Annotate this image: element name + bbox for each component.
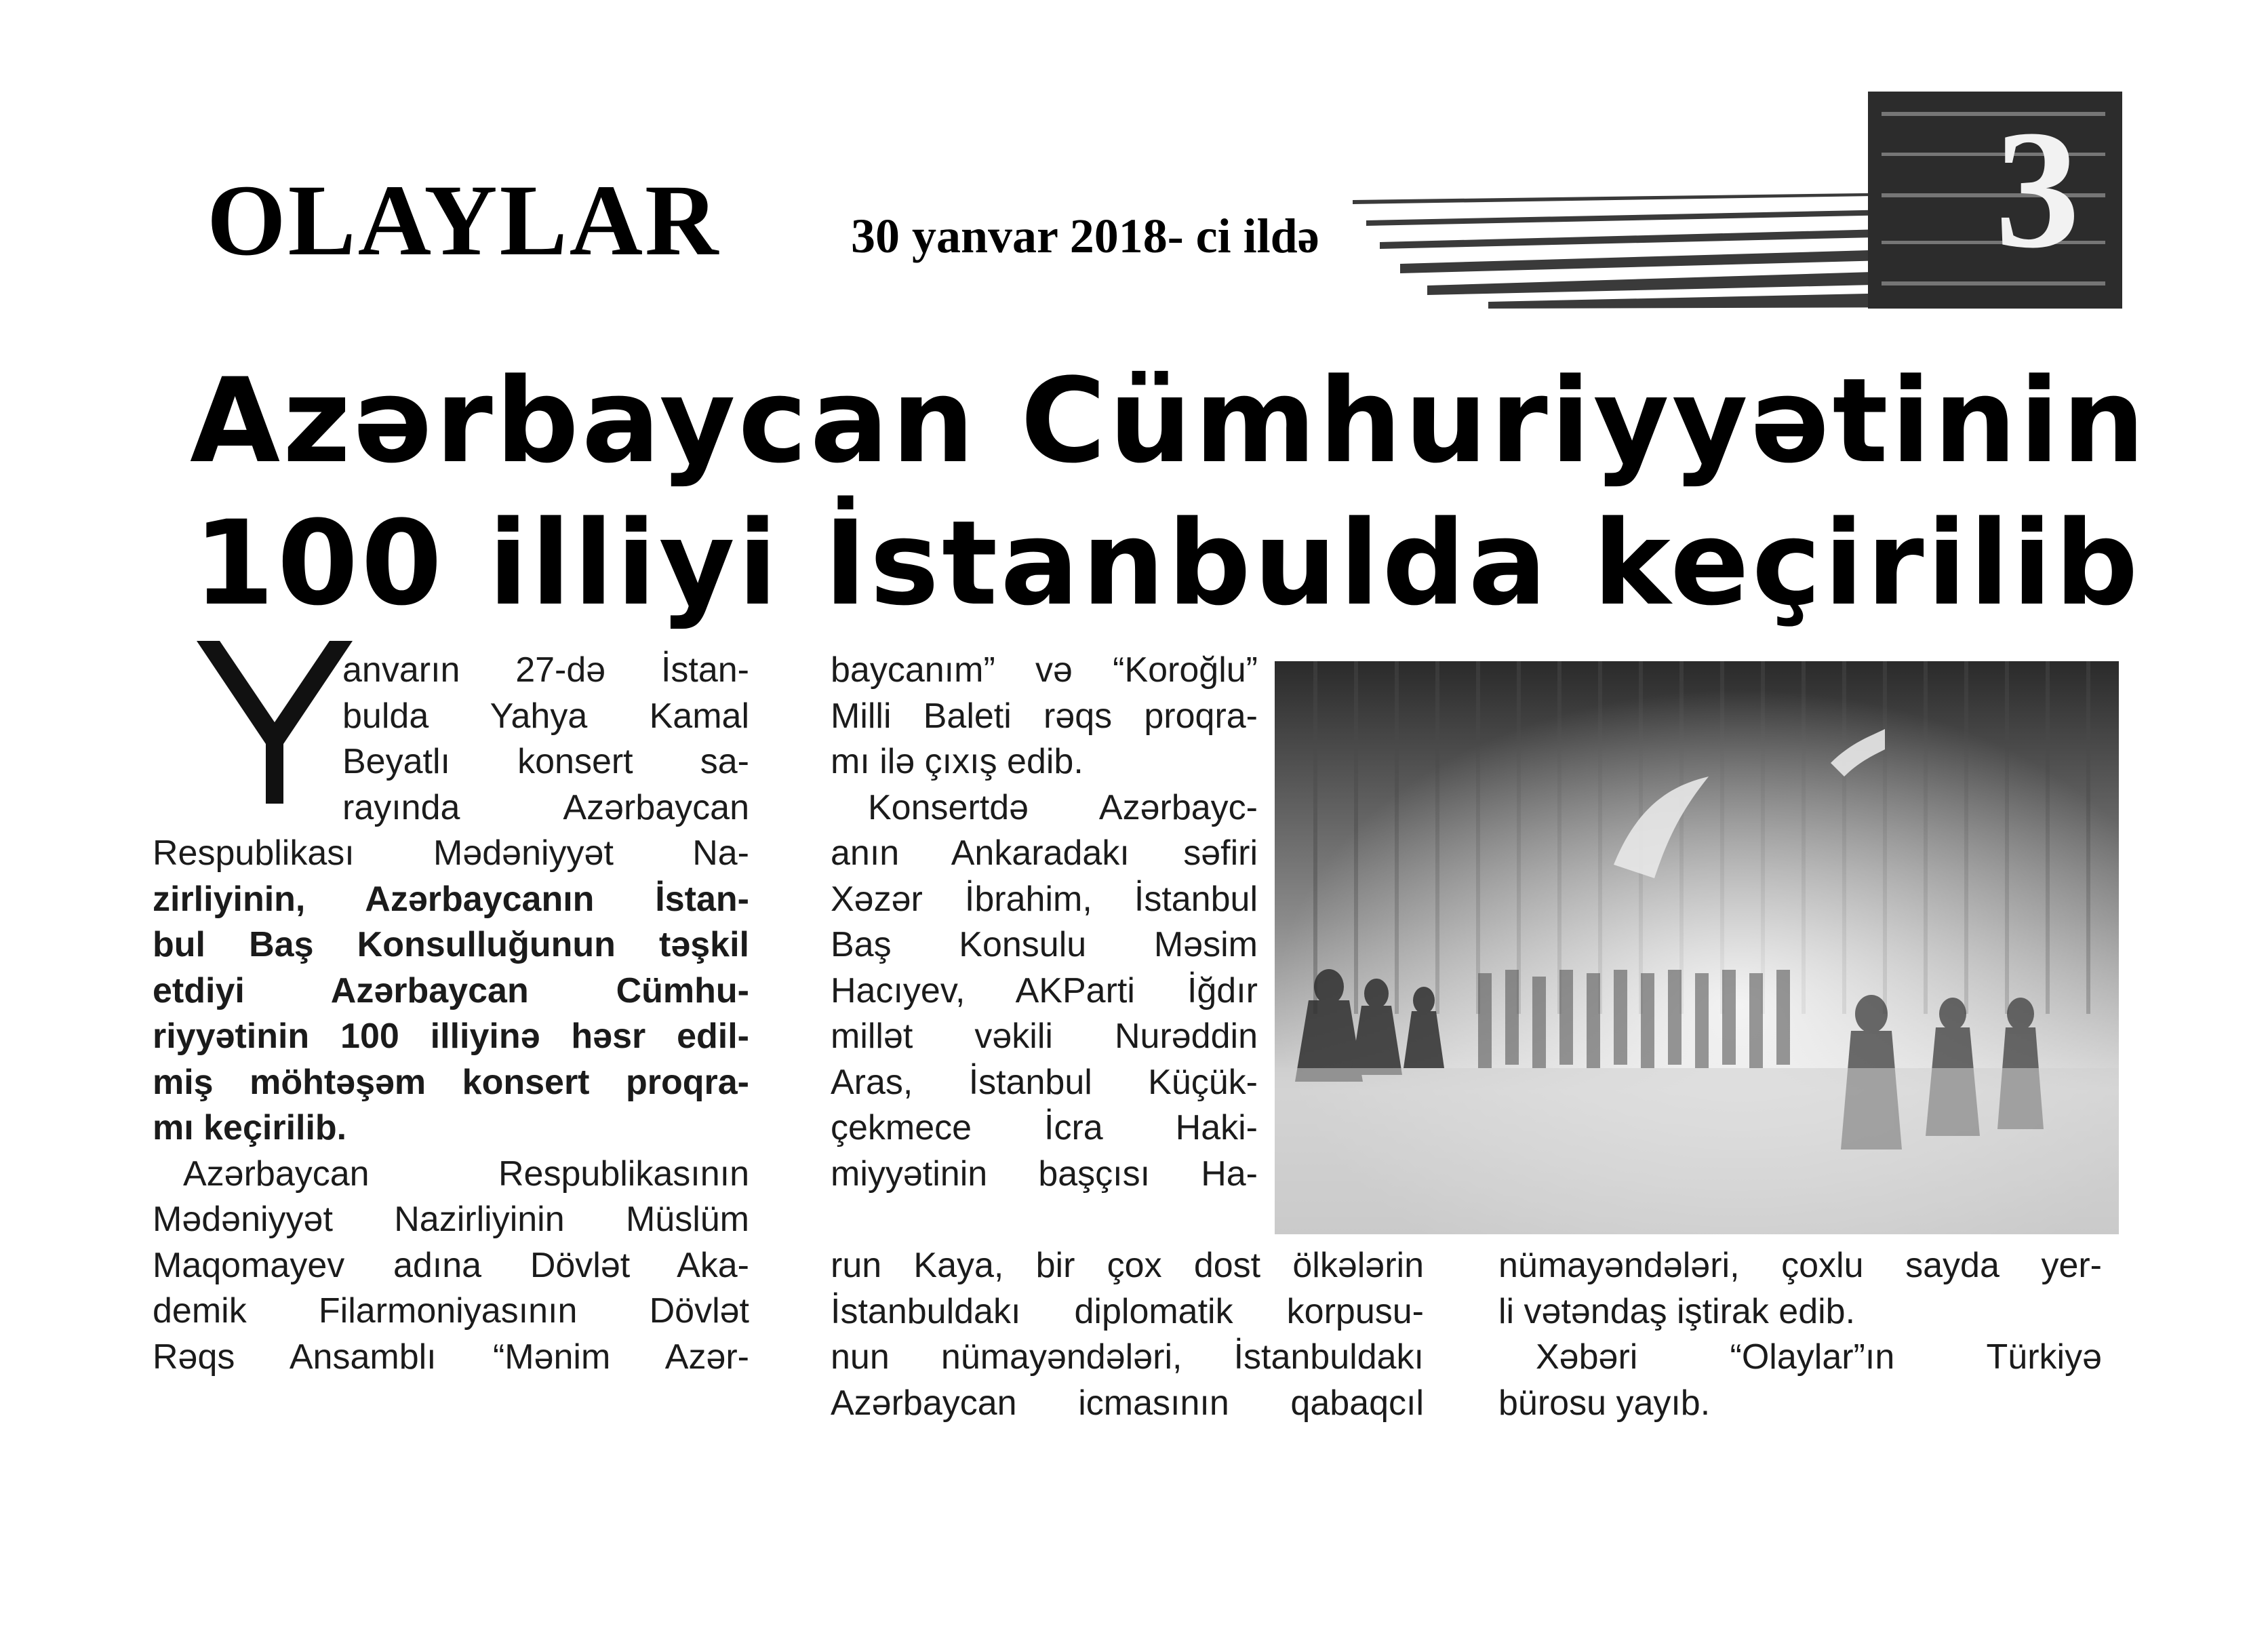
text-line: Aras, İstanbul Küçük- (831, 1062, 1258, 1102)
text-line: mı keçirilib. (153, 1108, 347, 1147)
article-column-1 (153, 831, 749, 1380)
text-line: run Kaya, bir çox dost ölkələrin (831, 1246, 1424, 1285)
article-column-1-top (342, 648, 749, 831)
text-line: Beyatlı konsert sa- (342, 742, 749, 781)
text-line: bürosu yayıb. (1498, 1383, 1711, 1423)
text-line: Milli Baleti rəqs proqra- (831, 696, 1258, 736)
text-line: bul Baş Konsulluğunun təşkil (153, 925, 749, 964)
text-line: Maqomayev adına Dövlət Aka- (153, 1245, 749, 1285)
text-line: Azərbaycan icmasının qabaqcıl (831, 1383, 1424, 1423)
text-line: Xəzər İbrahim, İstanbul (831, 879, 1258, 919)
text-line: mı ilə çıxış edib. (831, 742, 1083, 781)
text-line: Mədəniyyət Nazirliyinin Müslüm (153, 1200, 749, 1239)
text-line: anvarın 27-də İstan- (342, 650, 749, 690)
text-line: miyyətinin başçısı Ha- (831, 1154, 1258, 1194)
text-line: Hacıyev, AKParti İğdır (831, 970, 1258, 1010)
text-line: li vətəndaş iştirak edib. (1498, 1291, 1856, 1331)
newspaper-name: OLAYLAR (207, 164, 721, 277)
text-line: millət vəkili Nurəddin (831, 1017, 1258, 1056)
text-line: nümayəndələri, çoxlu sayda yer- (1498, 1246, 2102, 1285)
text-line: baycanım” və “Koroğlu” (831, 650, 1258, 690)
article-column-3 (1498, 1243, 2102, 1426)
text-line: Baş Konsulu Məsim (831, 925, 1258, 964)
text-line: Rəqs Ansamblı “Mənim Azər- (153, 1337, 749, 1377)
text-line: çekmece İcra Haki- (831, 1108, 1258, 1147)
article-column-2-bottom (831, 1243, 1424, 1426)
text-line: miş möhtəşəm konsert proqra- (153, 1062, 749, 1102)
article-headline-line-2: 100 illiyi İstanbulda keçirilib (193, 495, 2141, 631)
text-line: bulda Yahya Kamal (342, 696, 749, 736)
article-headline-line-1: Azərbaycan Cümhuriyyətinin (190, 353, 2148, 489)
text-line: Azərbaycan Respublikasının (183, 1154, 749, 1194)
article-column-2 (831, 648, 1258, 1197)
text-line: Respublikası Mədəniyyət Na- (153, 833, 749, 873)
text-line: etdiyi Azərbaycan Cümhu- (153, 970, 749, 1010)
text-line: anın Ankaradakı səfiri (831, 833, 1258, 873)
issue-date: 30 yanvar 2018- ci ildə (851, 209, 1319, 263)
text-line: zirliyinin, Azərbaycanın İstan- (153, 879, 749, 919)
text-line: riyyətinin 100 illiyinə həsr edil- (153, 1017, 749, 1056)
concert-photo (1275, 661, 2119, 1234)
drop-cap (197, 641, 353, 804)
text-line: demik Filarmoniyasının Dövlət (153, 1291, 749, 1331)
text-line: rayında Azərbaycan (342, 787, 749, 827)
text-line: nun nümayəndələri, İstanbuldakı (831, 1337, 1424, 1377)
text-line: Konsertdə Azərbayc- (868, 787, 1258, 827)
text-line: Xəbəri “Olaylar”ın Türkiyə (1536, 1337, 2102, 1377)
page-number: 3 (1995, 96, 2080, 283)
text-line: İstanbuldakı diplomatik korpusu- (831, 1291, 1424, 1331)
